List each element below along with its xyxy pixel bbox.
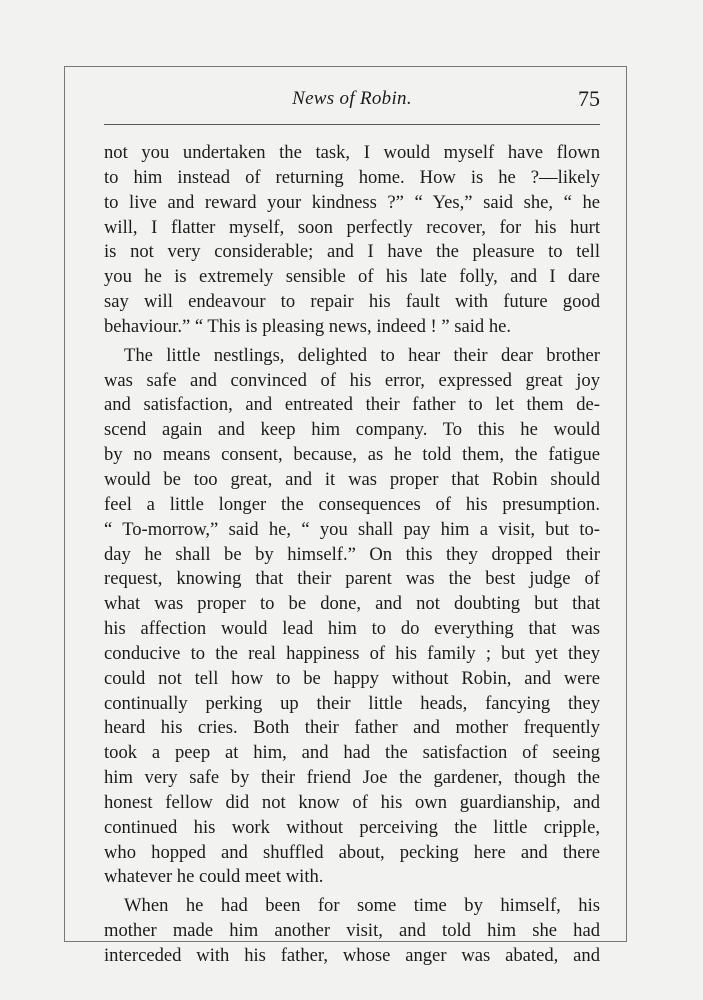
body-text: [104, 141, 600, 969]
frame-right-rule: [626, 66, 627, 942]
paragraph: [104, 894, 600, 969]
text-line: is not very considerable; and I have the pleasure to tell: [104, 241, 600, 263]
text-line: by no means consent, because, as he told them, the fatigue: [104, 444, 600, 466]
text-line: feel a little longer the consequences of his presumption.: [104, 493, 600, 515]
paragraph: [104, 141, 600, 340]
text-line: behaviour.” “ This is pleasing news, indeed ! ” said he.: [104, 315, 512, 337]
text-line: whatever he could meet with.: [104, 866, 324, 888]
text-line: to him instead of returning home. How is he ?—likely: [104, 166, 600, 188]
text-line: continually perking up their little heads, fancying they: [104, 692, 600, 714]
text-line: who hopped and shuffled about, pecking here and there: [104, 841, 600, 863]
text-line: “ To-morrow,” said he, “ you shall pay him a visit, but to-: [104, 518, 600, 540]
text-line: continued his work without perceiving the little cripple,: [104, 816, 600, 838]
text-line: would be too great, and it was proper that Robin should: [104, 468, 600, 490]
text-line: interceded with his father, whose anger was abated, and: [104, 945, 600, 966]
text-line: day he shall be by himself.” On this they dropped their: [104, 543, 600, 565]
text-line: took a peep at him, and had the satisfaction of seeing: [104, 742, 600, 764]
text-line: him very safe by their friend Joe the gardener, though the: [104, 767, 600, 789]
text-line: to live and reward your kindness ?” “ Yes,” said she, “ he: [104, 191, 600, 213]
text-line: could not tell how to be happy without Robin, and were: [104, 667, 600, 689]
text-line: request, knowing that their parent was the best judge of: [104, 568, 600, 590]
header-rule: [104, 124, 600, 125]
text-line: The little nestlings, delighted to hear their dear brother: [124, 344, 600, 366]
text-line: conducive to the real happiness of his family ; but yet they: [104, 642, 600, 664]
text-line: you he is extremely sensible of his late folly, and I dare: [104, 266, 600, 288]
text-line: and satisfaction, and entreated their father to let them de-: [104, 394, 600, 416]
text-line: mother made him another visit, and told him she had: [104, 920, 600, 942]
page-number: 75: [578, 86, 600, 111]
text-line: scend again and keep him company. To this he would: [104, 419, 600, 441]
paragraph: [104, 344, 600, 891]
text-line: his affection would lead him to do everything that was: [104, 618, 600, 640]
text-line: say will endeavour to repair his fault with future good: [104, 291, 600, 313]
frame-top-rule: [64, 66, 627, 67]
frame-left-rule: [64, 66, 65, 942]
text-line: When he had been for some time by himself, his: [124, 895, 600, 917]
text-line: what was proper to be done, and not doubting but that: [104, 593, 600, 615]
text-line: will, I flatter myself, soon perfectly recover, for his hurt: [104, 216, 600, 238]
text-line: honest fellow did not know of his own guardianship, and: [104, 791, 600, 813]
text-line: not you undertaken the task, I would myself have flown: [104, 142, 600, 163]
text-line: was safe and convinced of his error, expressed great joy: [104, 369, 600, 391]
running-title: News of Robin.: [292, 88, 412, 109]
text-line: heard his cries. Both their father and mother frequently: [104, 717, 600, 739]
